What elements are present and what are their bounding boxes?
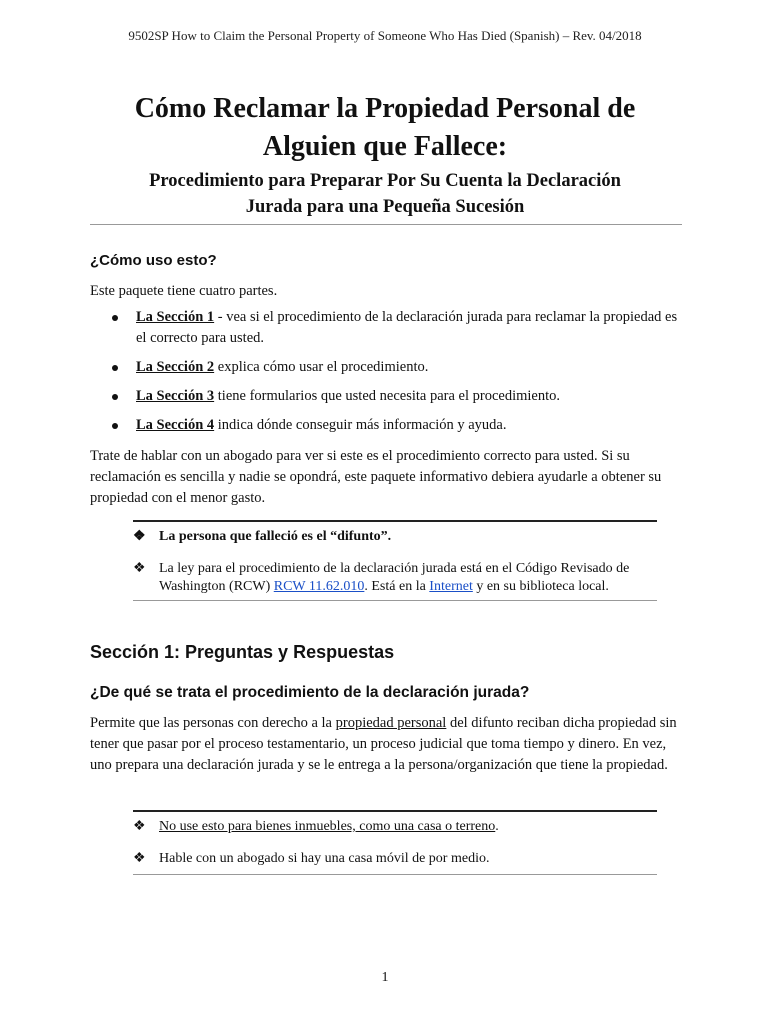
diamond-bullet-icon: ❖	[133, 561, 146, 576]
list-item	[112, 386, 684, 407]
section-1-answer	[90, 713, 684, 776]
info-note-box	[133, 520, 657, 601]
note-item	[133, 560, 657, 596]
how-to-use-heading: ¿Cómo uso esto?	[90, 252, 217, 269]
answer-text: del difunto reciban dicha propiedad sin tener que pasar por el proceso testamentario, un proceso judicial que toma tiempo y dinero. En vez, uno prepara una declaración jurada y se le entrega a la persona/organización que tiene la propiedad.	[90, 715, 677, 773]
list-item-text: indica dónde conseguir más información y ayuda.	[214, 417, 507, 433]
note-text: No use esto para bienes inmuebles, como una casa o terreno	[159, 819, 496, 834]
section-1-link[interactable]: La Sección 1	[136, 309, 215, 325]
section-list	[112, 307, 684, 444]
document-subtitle	[60, 168, 710, 220]
note-text: y en su biblioteca local.	[472, 579, 609, 594]
page-number: 1	[381, 970, 389, 985]
diamond-bullet-icon: ❖	[133, 529, 146, 544]
bullet-icon	[112, 315, 118, 321]
subtitle-line-2: Jurada para una Pequeña Sucesión	[245, 197, 525, 217]
note-item	[133, 850, 657, 868]
list-item-text: explica cómo usar el procedimiento.	[214, 359, 429, 375]
note-text: La ley para el procedimiento de la declaración jurada está en el Código Revisado de Washington (RCW)	[159, 561, 630, 594]
note-text: .	[495, 819, 499, 834]
internet-link[interactable]: Internet	[429, 579, 473, 594]
subtitle-line-1: Procedimiento para Preparar Por Su Cuenta la Declaración	[149, 171, 621, 191]
diamond-bullet-icon: ❖	[133, 819, 146, 834]
list-item-text: - vea si el procedimiento de la declaración jurada para reclamar la propiedad es el correcto para usted.	[136, 309, 678, 346]
list-item-text: tiene formularios que usted necesita para el procedimiento.	[214, 388, 560, 404]
title-line-1: Cómo Reclamar la Propiedad Personal de	[134, 93, 636, 124]
bullet-icon	[112, 394, 118, 400]
section-3-link[interactable]: La Sección 3	[136, 388, 215, 404]
title-divider	[90, 224, 682, 225]
section-2-link[interactable]: La Sección 2	[136, 359, 215, 375]
warning-note-box	[133, 810, 657, 875]
advice-paragraph: Trate de hablar con un abogado para ver si este es el procedimiento correcto para usted. Si su reclamación es sencilla y nadie se opondrá, este paquete informativo debiera ayudarle a obtener su propiedad con el menor gasto.	[90, 448, 662, 506]
bullet-icon	[112, 423, 118, 429]
note-text: Hable con un abogado si hay una casa móvil de por medio.	[159, 851, 490, 866]
page-header: 9502SP How to Claim the Personal Property of Someone Who Has Died (Spanish) – Rev. 04/2018	[128, 28, 642, 43]
section-4-link[interactable]: La Sección 4	[136, 417, 215, 433]
answer-text: Permite que las personas con derecho a la	[90, 715, 336, 731]
bullet-icon	[112, 365, 118, 371]
intro-text: Este paquete tiene cuatro partes.	[90, 283, 278, 299]
note-text: La persona que falleció es el “difunto”.	[159, 529, 392, 544]
list-item	[112, 357, 684, 378]
note-item	[133, 818, 657, 836]
note-text: . Está en la	[364, 579, 430, 594]
document-title	[60, 90, 710, 166]
personal-property-term: propiedad personal	[335, 715, 447, 731]
list-item	[112, 307, 684, 349]
title-line-2: Alguien que Fallece:	[262, 131, 508, 162]
list-item	[112, 415, 684, 436]
note-item	[133, 528, 657, 546]
diamond-bullet-icon: ❖	[133, 851, 146, 866]
section-1-title: Sección 1: Preguntas y Respuestas	[90, 642, 395, 662]
rcw-link[interactable]: RCW 11.62.010	[273, 579, 365, 594]
section-1-question: ¿De qué se trata el procedimiento de la declaración jurada?	[90, 684, 530, 701]
